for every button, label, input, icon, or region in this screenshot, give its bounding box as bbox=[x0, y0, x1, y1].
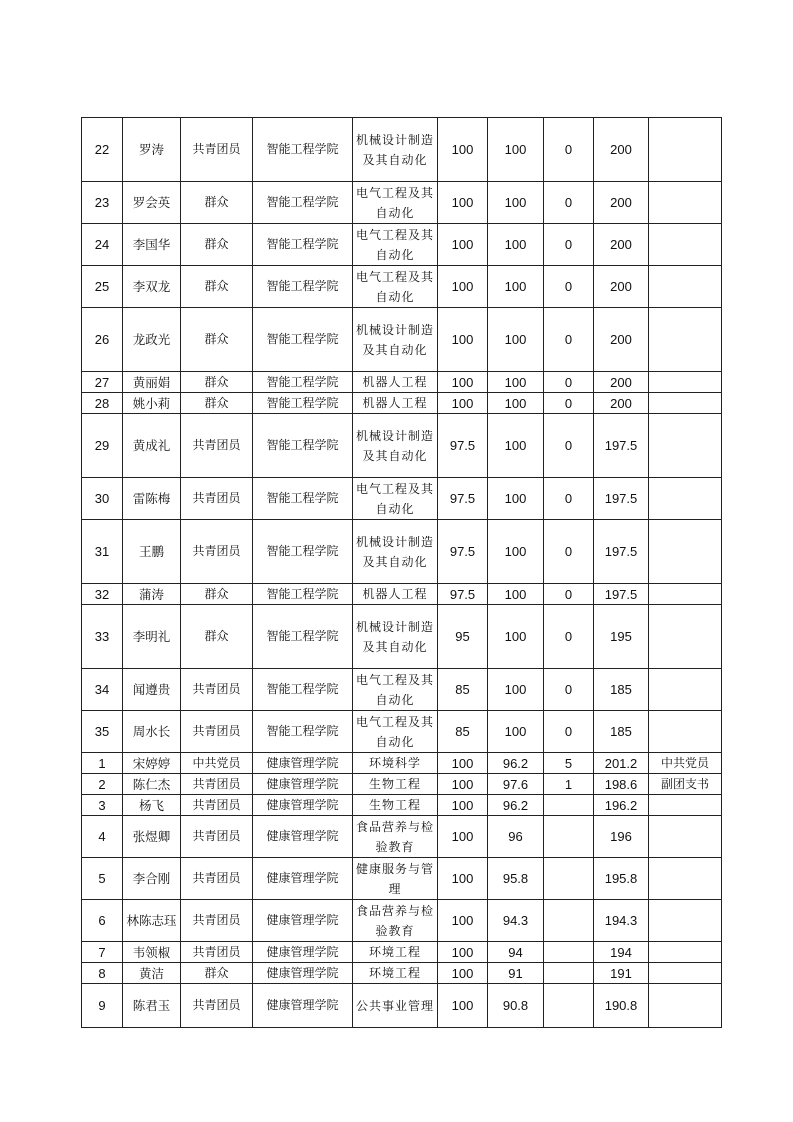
cell-college: 智能工程学院 bbox=[253, 414, 353, 478]
cell-score-2: 94.3 bbox=[488, 900, 544, 942]
cell-bonus: 0 bbox=[544, 520, 594, 584]
cell-total: 200 bbox=[594, 393, 649, 414]
table-row bbox=[82, 984, 722, 1028]
cell-score-2: 100 bbox=[488, 584, 544, 605]
cell-total: 197.5 bbox=[594, 478, 649, 520]
cell-total: 200 bbox=[594, 118, 649, 182]
cell-score-1: 100 bbox=[438, 372, 488, 393]
cell-total: 200 bbox=[594, 372, 649, 393]
cell-score-1: 100 bbox=[438, 858, 488, 900]
table-row bbox=[82, 308, 722, 372]
cell-college: 智能工程学院 bbox=[253, 266, 353, 308]
cell-number: 34 bbox=[82, 669, 123, 711]
cell-total: 191 bbox=[594, 963, 649, 984]
cell-major: 食品营养与检验教育 bbox=[353, 816, 438, 858]
cell-number: 23 bbox=[82, 182, 123, 224]
cell-bonus: 0 bbox=[544, 478, 594, 520]
cell-major: 机器人工程 bbox=[353, 584, 438, 605]
cell-college: 智能工程学院 bbox=[253, 605, 353, 669]
cell-name: 黄洁 bbox=[123, 963, 181, 984]
cell-college: 智能工程学院 bbox=[253, 669, 353, 711]
table-row bbox=[82, 942, 722, 963]
cell-bonus bbox=[544, 795, 594, 816]
cell-number: 4 bbox=[82, 816, 123, 858]
cell-note: 中共党员 bbox=[649, 753, 722, 774]
cell-total: 197.5 bbox=[594, 520, 649, 584]
cell-total: 194 bbox=[594, 942, 649, 963]
cell-name: 黄丽娟 bbox=[123, 372, 181, 393]
cell-political-status: 共青团员 bbox=[181, 711, 253, 753]
cell-number: 35 bbox=[82, 711, 123, 753]
cell-bonus: 5 bbox=[544, 753, 594, 774]
cell-political-status: 群众 bbox=[181, 182, 253, 224]
cell-college: 健康管理学院 bbox=[253, 900, 353, 942]
cell-political-status: 群众 bbox=[181, 372, 253, 393]
table-row bbox=[82, 774, 722, 795]
cell-number: 29 bbox=[82, 414, 123, 478]
table-row bbox=[82, 900, 722, 942]
cell-number: 25 bbox=[82, 266, 123, 308]
cell-major: 机械设计制造及其自动化 bbox=[353, 414, 438, 478]
cell-total: 200 bbox=[594, 224, 649, 266]
cell-major: 机器人工程 bbox=[353, 372, 438, 393]
cell-college: 智能工程学院 bbox=[253, 372, 353, 393]
cell-name: 张煜卿 bbox=[123, 816, 181, 858]
cell-name: 杨飞 bbox=[123, 795, 181, 816]
cell-total: 197.5 bbox=[594, 584, 649, 605]
cell-score-2: 96 bbox=[488, 816, 544, 858]
cell-college: 智能工程学院 bbox=[253, 393, 353, 414]
cell-name: 王鹏 bbox=[123, 520, 181, 584]
cell-number: 33 bbox=[82, 605, 123, 669]
cell-major: 电气工程及其自动化 bbox=[353, 711, 438, 753]
cell-number: 8 bbox=[82, 963, 123, 984]
cell-score-2: 91 bbox=[488, 963, 544, 984]
cell-number: 7 bbox=[82, 942, 123, 963]
cell-score-1: 85 bbox=[438, 669, 488, 711]
cell-name: 陈仁杰 bbox=[123, 774, 181, 795]
cell-total: 196.2 bbox=[594, 795, 649, 816]
cell-note bbox=[649, 414, 722, 478]
cell-name: 周水长 bbox=[123, 711, 181, 753]
table-row bbox=[82, 795, 722, 816]
cell-score-2: 96.2 bbox=[488, 795, 544, 816]
cell-score-2: 94 bbox=[488, 942, 544, 963]
cell-major: 电气工程及其自动化 bbox=[353, 669, 438, 711]
cell-name: 姚小莉 bbox=[123, 393, 181, 414]
cell-note bbox=[649, 584, 722, 605]
cell-score-1: 100 bbox=[438, 963, 488, 984]
cell-political-status: 群众 bbox=[181, 224, 253, 266]
cell-score-1: 95 bbox=[438, 605, 488, 669]
cell-name: 罗会英 bbox=[123, 182, 181, 224]
table-row bbox=[82, 858, 722, 900]
table-row bbox=[82, 182, 722, 224]
cell-total: 200 bbox=[594, 182, 649, 224]
cell-total: 185 bbox=[594, 669, 649, 711]
cell-note bbox=[649, 795, 722, 816]
cell-score-1: 97.5 bbox=[438, 414, 488, 478]
table-row bbox=[82, 816, 722, 858]
cell-political-status: 群众 bbox=[181, 308, 253, 372]
cell-score-2: 100 bbox=[488, 669, 544, 711]
cell-score-2: 100 bbox=[488, 182, 544, 224]
cell-total: 201.2 bbox=[594, 753, 649, 774]
cell-score-1: 85 bbox=[438, 711, 488, 753]
cell-note bbox=[649, 605, 722, 669]
cell-score-2: 90.8 bbox=[488, 984, 544, 1028]
cell-major: 机械设计制造及其自动化 bbox=[353, 118, 438, 182]
cell-total: 194.3 bbox=[594, 900, 649, 942]
cell-number: 26 bbox=[82, 308, 123, 372]
cell-bonus bbox=[544, 816, 594, 858]
cell-score-1: 100 bbox=[438, 816, 488, 858]
cell-bonus: 0 bbox=[544, 584, 594, 605]
cell-score-1: 100 bbox=[438, 266, 488, 308]
cell-score-2: 100 bbox=[488, 224, 544, 266]
cell-total: 197.5 bbox=[594, 414, 649, 478]
cell-total: 190.8 bbox=[594, 984, 649, 1028]
cell-political-status: 共青团员 bbox=[181, 669, 253, 711]
cell-number: 2 bbox=[82, 774, 123, 795]
table-row bbox=[82, 224, 722, 266]
cell-score-1: 100 bbox=[438, 308, 488, 372]
cell-major: 电气工程及其自动化 bbox=[353, 224, 438, 266]
cell-college: 智能工程学院 bbox=[253, 520, 353, 584]
cell-number: 9 bbox=[82, 984, 123, 1028]
cell-political-status: 中共党员 bbox=[181, 753, 253, 774]
cell-major: 电气工程及其自动化 bbox=[353, 266, 438, 308]
cell-score-1: 97.5 bbox=[438, 520, 488, 584]
cell-name: 陈君玉 bbox=[123, 984, 181, 1028]
cell-major: 机械设计制造及其自动化 bbox=[353, 308, 438, 372]
cell-bonus: 0 bbox=[544, 266, 594, 308]
cell-total: 185 bbox=[594, 711, 649, 753]
cell-name: 闻遵贵 bbox=[123, 669, 181, 711]
cell-note bbox=[649, 372, 722, 393]
cell-number: 28 bbox=[82, 393, 123, 414]
cell-score-2: 100 bbox=[488, 393, 544, 414]
cell-score-1: 100 bbox=[438, 942, 488, 963]
cell-bonus: 0 bbox=[544, 308, 594, 372]
cell-score-2: 100 bbox=[488, 308, 544, 372]
cell-political-status: 群众 bbox=[181, 266, 253, 308]
cell-total: 200 bbox=[594, 266, 649, 308]
cell-college: 健康管理学院 bbox=[253, 984, 353, 1028]
cell-name: 李合刚 bbox=[123, 858, 181, 900]
table-row bbox=[82, 711, 722, 753]
table-row bbox=[82, 266, 722, 308]
cell-score-1: 100 bbox=[438, 118, 488, 182]
cell-score-1: 100 bbox=[438, 900, 488, 942]
cell-number: 30 bbox=[82, 478, 123, 520]
cell-bonus bbox=[544, 984, 594, 1028]
cell-score-2: 100 bbox=[488, 266, 544, 308]
cell-score-1: 100 bbox=[438, 753, 488, 774]
cell-bonus bbox=[544, 942, 594, 963]
cell-total: 200 bbox=[594, 308, 649, 372]
cell-bonus bbox=[544, 858, 594, 900]
cell-college: 健康管理学院 bbox=[253, 795, 353, 816]
cell-major: 机器人工程 bbox=[353, 393, 438, 414]
cell-number: 22 bbox=[82, 118, 123, 182]
cell-major: 环境工程 bbox=[353, 942, 438, 963]
cell-score-1: 97.5 bbox=[438, 584, 488, 605]
cell-score-1: 100 bbox=[438, 984, 488, 1028]
cell-note bbox=[649, 266, 722, 308]
cell-bonus: 0 bbox=[544, 372, 594, 393]
cell-political-status: 共青团员 bbox=[181, 774, 253, 795]
cell-name: 林陈志珏 bbox=[123, 900, 181, 942]
cell-political-status: 共青团员 bbox=[181, 816, 253, 858]
cell-college: 健康管理学院 bbox=[253, 774, 353, 795]
cell-note bbox=[649, 963, 722, 984]
cell-major: 机械设计制造及其自动化 bbox=[353, 520, 438, 584]
cell-note bbox=[649, 669, 722, 711]
cell-note bbox=[649, 711, 722, 753]
cell-political-status: 共青团员 bbox=[181, 795, 253, 816]
cell-note bbox=[649, 900, 722, 942]
cell-total: 196 bbox=[594, 816, 649, 858]
cell-note bbox=[649, 393, 722, 414]
cell-college: 健康管理学院 bbox=[253, 963, 353, 984]
cell-college: 智能工程学院 bbox=[253, 118, 353, 182]
cell-number: 32 bbox=[82, 584, 123, 605]
cell-political-status: 共青团员 bbox=[181, 858, 253, 900]
table-row bbox=[82, 605, 722, 669]
cell-bonus bbox=[544, 900, 594, 942]
cell-college: 智能工程学院 bbox=[253, 308, 353, 372]
cell-major: 环境科学 bbox=[353, 753, 438, 774]
cell-major: 生物工程 bbox=[353, 774, 438, 795]
cell-college: 智能工程学院 bbox=[253, 182, 353, 224]
cell-major: 生物工程 bbox=[353, 795, 438, 816]
cell-bonus: 1 bbox=[544, 774, 594, 795]
table-row bbox=[82, 478, 722, 520]
cell-name: 黄成礼 bbox=[123, 414, 181, 478]
cell-college: 健康管理学院 bbox=[253, 858, 353, 900]
cell-score-1: 100 bbox=[438, 795, 488, 816]
table-row bbox=[82, 118, 722, 182]
cell-score-1: 100 bbox=[438, 774, 488, 795]
cell-bonus: 0 bbox=[544, 118, 594, 182]
table-row bbox=[82, 372, 722, 393]
cell-name: 龙政光 bbox=[123, 308, 181, 372]
cell-note bbox=[649, 984, 722, 1028]
cell-major: 环境工程 bbox=[353, 963, 438, 984]
cell-number: 27 bbox=[82, 372, 123, 393]
cell-score-2: 100 bbox=[488, 520, 544, 584]
cell-score-2: 96.2 bbox=[488, 753, 544, 774]
cell-score-2: 100 bbox=[488, 478, 544, 520]
cell-college: 智能工程学院 bbox=[253, 478, 353, 520]
cell-major: 电气工程及其自动化 bbox=[353, 478, 438, 520]
table-row bbox=[82, 963, 722, 984]
cell-note bbox=[649, 520, 722, 584]
table-body bbox=[82, 118, 722, 1028]
cell-name: 雷陈梅 bbox=[123, 478, 181, 520]
cell-number: 31 bbox=[82, 520, 123, 584]
cell-note bbox=[649, 942, 722, 963]
cell-college: 健康管理学院 bbox=[253, 753, 353, 774]
cell-note: 副团支书 bbox=[649, 774, 722, 795]
cell-political-status: 共青团员 bbox=[181, 520, 253, 584]
cell-political-status: 共青团员 bbox=[181, 984, 253, 1028]
cell-score-2: 95.8 bbox=[488, 858, 544, 900]
cell-note bbox=[649, 182, 722, 224]
cell-name: 宋婷婷 bbox=[123, 753, 181, 774]
cell-score-1: 100 bbox=[438, 393, 488, 414]
cell-name: 蒲涛 bbox=[123, 584, 181, 605]
cell-college: 智能工程学院 bbox=[253, 711, 353, 753]
cell-major: 公共事业管理 bbox=[353, 984, 438, 1028]
cell-total: 198.6 bbox=[594, 774, 649, 795]
cell-score-2: 100 bbox=[488, 118, 544, 182]
cell-political-status: 共青团员 bbox=[181, 118, 253, 182]
cell-score-2: 100 bbox=[488, 605, 544, 669]
cell-bonus bbox=[544, 963, 594, 984]
cell-college: 智能工程学院 bbox=[253, 224, 353, 266]
cell-note bbox=[649, 224, 722, 266]
table-row bbox=[82, 414, 722, 478]
score-table bbox=[81, 117, 722, 1028]
cell-bonus: 0 bbox=[544, 414, 594, 478]
cell-number: 24 bbox=[82, 224, 123, 266]
cell-political-status: 共青团员 bbox=[181, 900, 253, 942]
cell-bonus: 0 bbox=[544, 224, 594, 266]
cell-bonus: 0 bbox=[544, 605, 594, 669]
table-row bbox=[82, 753, 722, 774]
cell-major: 健康服务与管理 bbox=[353, 858, 438, 900]
cell-note bbox=[649, 858, 722, 900]
cell-bonus: 0 bbox=[544, 393, 594, 414]
cell-bonus: 0 bbox=[544, 669, 594, 711]
cell-number: 3 bbox=[82, 795, 123, 816]
cell-political-status: 群众 bbox=[181, 584, 253, 605]
cell-score-2: 100 bbox=[488, 414, 544, 478]
cell-political-status: 共青团员 bbox=[181, 478, 253, 520]
table-row bbox=[82, 520, 722, 584]
cell-political-status: 群众 bbox=[181, 393, 253, 414]
cell-college: 健康管理学院 bbox=[253, 816, 353, 858]
cell-political-status: 共青团员 bbox=[181, 942, 253, 963]
cell-note bbox=[649, 478, 722, 520]
cell-score-2: 97.6 bbox=[488, 774, 544, 795]
table-row bbox=[82, 584, 722, 605]
cell-total: 195 bbox=[594, 605, 649, 669]
cell-note bbox=[649, 308, 722, 372]
cell-major: 电气工程及其自动化 bbox=[353, 182, 438, 224]
cell-name: 李明礼 bbox=[123, 605, 181, 669]
cell-bonus: 0 bbox=[544, 182, 594, 224]
cell-college: 健康管理学院 bbox=[253, 942, 353, 963]
cell-major: 食品营养与检验教育 bbox=[353, 900, 438, 942]
cell-major: 机械设计制造及其自动化 bbox=[353, 605, 438, 669]
cell-total: 195.8 bbox=[594, 858, 649, 900]
cell-political-status: 群众 bbox=[181, 605, 253, 669]
cell-name: 李国华 bbox=[123, 224, 181, 266]
cell-political-status: 共青团员 bbox=[181, 414, 253, 478]
cell-number: 1 bbox=[82, 753, 123, 774]
cell-name: 韦领椒 bbox=[123, 942, 181, 963]
cell-score-1: 97.5 bbox=[438, 478, 488, 520]
cell-number: 5 bbox=[82, 858, 123, 900]
cell-note bbox=[649, 118, 722, 182]
cell-political-status: 群众 bbox=[181, 963, 253, 984]
cell-college: 智能工程学院 bbox=[253, 584, 353, 605]
cell-score-2: 100 bbox=[488, 711, 544, 753]
cell-score-1: 100 bbox=[438, 224, 488, 266]
cell-number: 6 bbox=[82, 900, 123, 942]
cell-score-1: 100 bbox=[438, 182, 488, 224]
cell-score-2: 100 bbox=[488, 372, 544, 393]
table-row bbox=[82, 393, 722, 414]
cell-bonus: 0 bbox=[544, 711, 594, 753]
cell-name: 罗涛 bbox=[123, 118, 181, 182]
cell-name: 李双龙 bbox=[123, 266, 181, 308]
cell-note bbox=[649, 816, 722, 858]
table-row bbox=[82, 669, 722, 711]
